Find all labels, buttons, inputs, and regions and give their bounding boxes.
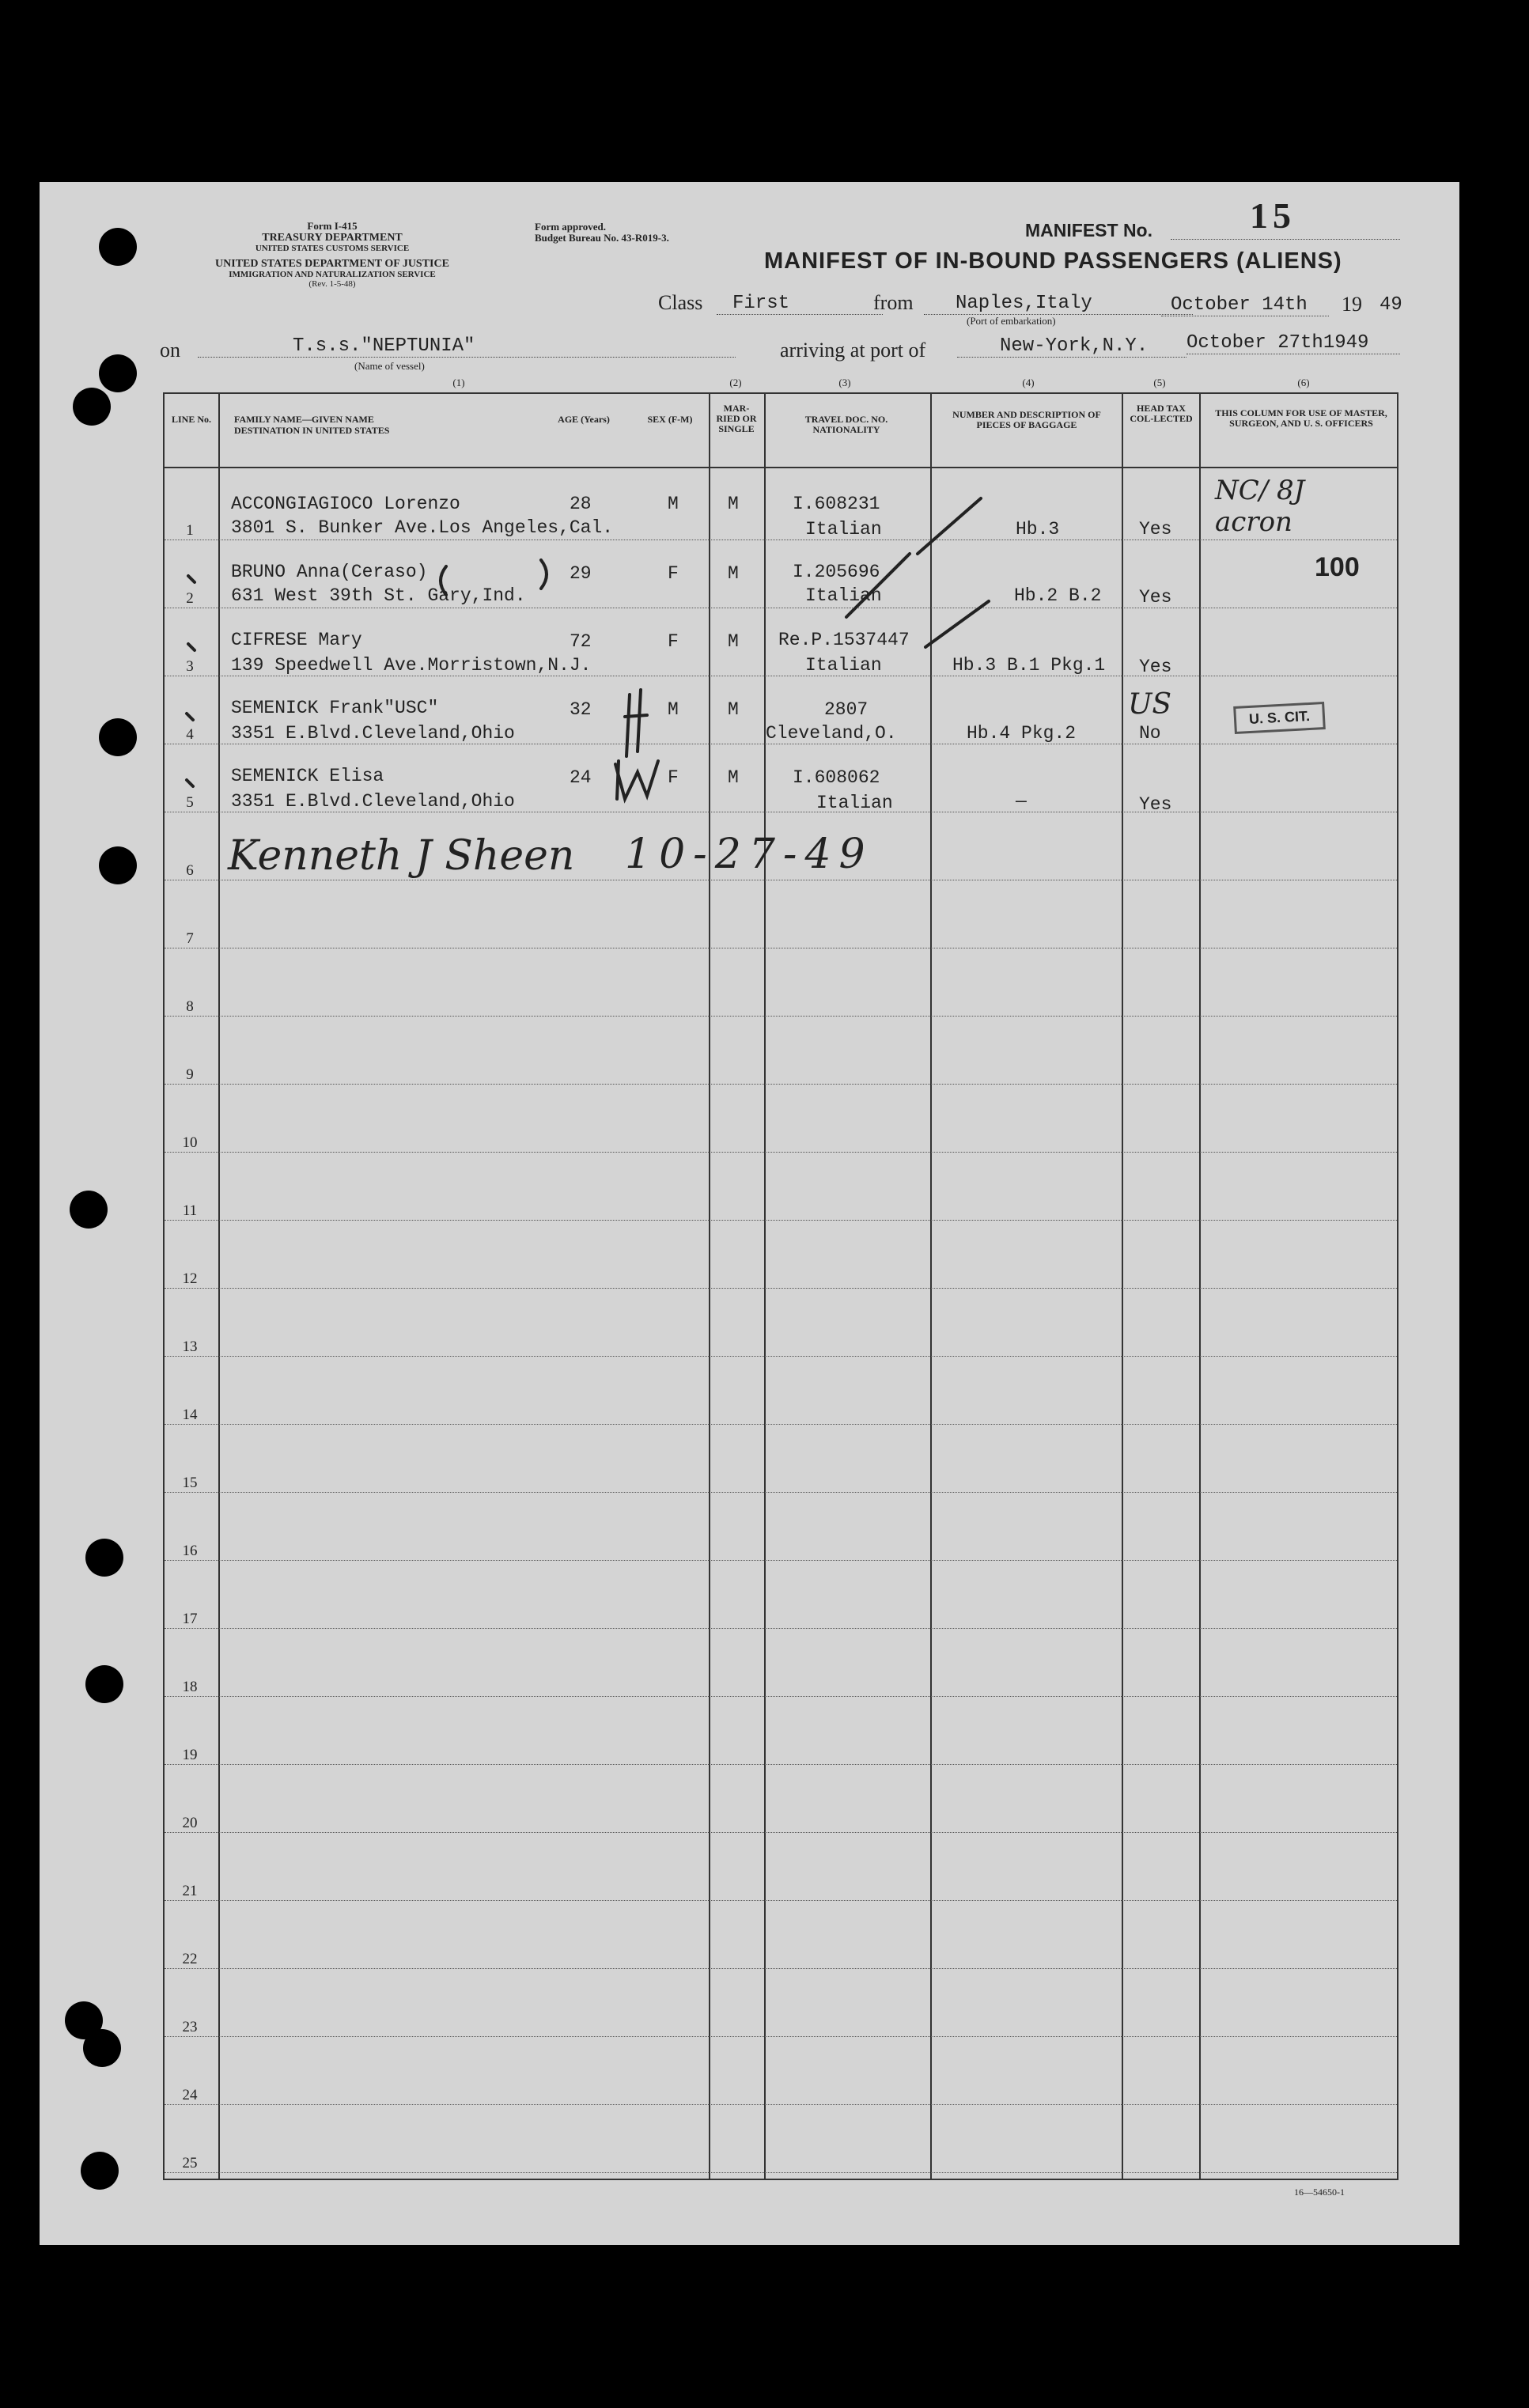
- line-number: 18: [182, 1679, 198, 1695]
- header-baggage: NUMBER AND DESCRIPTION OF PIECES OF BAGGAGE: [952, 409, 1101, 430]
- check-mark: [188, 576, 195, 582]
- column-number-5: (5): [1153, 377, 1166, 388]
- hand-mark: [638, 690, 641, 752]
- officer-signature: Kenneth J Sheen: [228, 832, 575, 880]
- passenger-name: SEMENICK Elisa: [231, 766, 384, 786]
- nationality: Italian: [805, 519, 882, 540]
- check-mark: [187, 780, 193, 786]
- passenger-age: 72: [570, 631, 592, 652]
- passenger-sex: M: [668, 494, 679, 514]
- travel-doc-no: I.608062: [793, 767, 880, 788]
- line-number: 9: [186, 1066, 194, 1083]
- column-number-4: (4): [1022, 377, 1035, 388]
- baggage-slash: [925, 601, 989, 647]
- passenger-age: 28: [570, 494, 592, 514]
- passenger-marital: M: [728, 563, 739, 584]
- treasury-dept: TREASURY DEPARTMENT: [262, 232, 403, 244]
- budget-bureau: Budget Bureau No. 43-R019-3.: [535, 232, 669, 244]
- arrival-date: October 27th1949: [1186, 332, 1400, 354]
- line-number: 5: [186, 794, 194, 811]
- header-name: FAMILY NAME—GIVEN NAME: [234, 414, 374, 425]
- port-embarkation-caption: (Port of embarkation): [967, 315, 1056, 327]
- line-number: 6: [186, 862, 194, 879]
- officer-note: NC/ 8J acron: [1215, 475, 1305, 538]
- passenger-sex: F: [668, 563, 679, 584]
- column-number-3: (3): [838, 377, 851, 388]
- baggage: Hb.4 Pkg.2: [967, 723, 1077, 744]
- header-sex: SEX (F-M): [647, 414, 693, 425]
- class-label: Class: [658, 291, 703, 314]
- us-citizen-stamp: U. S. CIT.: [1233, 702, 1326, 734]
- line-number: 22: [182, 1951, 198, 1967]
- line-number: 16: [182, 1543, 198, 1559]
- line-number: 24: [182, 2087, 198, 2103]
- column-number-1: (1): [452, 377, 465, 388]
- from-value: Naples,Italy: [924, 293, 1193, 315]
- passenger-sex: M: [668, 699, 679, 720]
- arriving-label: arriving at port of: [780, 339, 926, 362]
- justice-dept: UNITED STATES DEPARTMENT OF JUSTICE: [215, 258, 449, 270]
- form-number: Form I-415: [307, 220, 358, 232]
- form-approved: Form approved.: [535, 221, 607, 233]
- vessel-name: T.s.s."NEPTUNIA": [198, 335, 736, 358]
- passenger-destination: 3801 S. Bunker Ave.Los Angeles,Cal.: [231, 517, 614, 538]
- travel-doc-no: 2807: [824, 699, 869, 720]
- nationality: Italian: [805, 585, 882, 606]
- line-number: 12: [182, 1270, 198, 1287]
- line-number: 14: [182, 1407, 198, 1423]
- passenger-sex: F: [668, 631, 679, 652]
- ins-service: IMMIGRATION AND NATURALIZATION SERVICE: [229, 270, 436, 279]
- departure-date: October 14th: [1161, 294, 1329, 316]
- line-number: 19: [182, 1747, 198, 1763]
- check-mark: [188, 644, 195, 650]
- passenger-age: 24: [570, 767, 592, 788]
- passenger-age: 29: [570, 563, 592, 584]
- hand-mark: [615, 761, 658, 799]
- hand-mark: [617, 761, 619, 799]
- passenger-destination: 139 Speedwell Ave.Morristown,N.J.: [231, 655, 592, 676]
- baggage: Hb.3: [1016, 519, 1060, 540]
- header-married: MAR-RIED OR SINGLE: [716, 403, 757, 434]
- officer-note: 100: [1315, 552, 1360, 582]
- line-number: 25: [182, 2155, 198, 2171]
- nationality: Italian: [805, 655, 882, 676]
- travel-doc-no: Re.P.1537447: [778, 630, 910, 650]
- line-number: 3: [186, 658, 194, 675]
- header-destination: DESTINATION IN UNITED STATES: [234, 425, 390, 436]
- header-head-tax: HEAD TAX COL-LECTED: [1130, 403, 1193, 424]
- manifest-number: 15: [1250, 195, 1296, 236]
- on-label: on: [160, 339, 180, 362]
- passenger-marital: M: [728, 631, 739, 652]
- class-value: First: [717, 293, 883, 315]
- parenthesis: [541, 560, 547, 589]
- nationality: Italian: [816, 793, 893, 813]
- line-number: 10: [182, 1134, 198, 1151]
- year-suffix: 49: [1380, 294, 1402, 316]
- baggage: Hb.2 B.2: [1014, 585, 1102, 606]
- head-tax: Yes: [1139, 587, 1172, 608]
- passenger-destination: 3351 E.Blvd.Cleveland,Ohio: [231, 723, 515, 744]
- check-mark: [187, 714, 193, 720]
- customs-service: UNITED STATES CUSTOMS SERVICE: [255, 244, 410, 253]
- passenger-marital: M: [728, 699, 739, 720]
- header-line-no: LINE No.: [171, 414, 211, 425]
- header-travel-doc: TRAVEL DOC. NO. NATIONALITY: [804, 414, 888, 435]
- travel-doc-no: I.205696: [793, 562, 880, 582]
- passenger-destination: 3351 E.Blvd.Cleveland,Ohio: [231, 791, 515, 812]
- passenger-marital: M: [728, 494, 739, 514]
- signature-date: 10-27-49: [625, 831, 873, 878]
- passenger-name: BRUNO Anna(Ceraso): [231, 562, 428, 582]
- from-label: from: [873, 291, 914, 314]
- line-number: 17: [182, 1611, 198, 1627]
- nationality: Cleveland,O.: [766, 723, 897, 744]
- baggage-slash: [846, 554, 910, 617]
- year-prefix: 19: [1342, 293, 1362, 316]
- column-number-2: (2): [729, 377, 742, 388]
- parenthesis: [441, 566, 446, 595]
- column-number-6: (6): [1297, 377, 1310, 388]
- line-number: 2: [186, 590, 194, 607]
- line-number: 1: [186, 522, 194, 539]
- manifest-title: MANIFEST OF IN-BOUND PASSENGERS (ALIENS): [764, 248, 1342, 274]
- hand-mark: [625, 715, 647, 717]
- baggage: —: [1016, 791, 1027, 812]
- baggage: Hb.3 B.1 Pkg.1: [952, 655, 1106, 676]
- line-number: 11: [182, 1202, 198, 1219]
- line-number: 23: [182, 2019, 198, 2035]
- baggage-slash: [918, 498, 981, 554]
- vessel-caption: (Name of vessel): [354, 360, 425, 372]
- line-number: 15: [182, 1475, 198, 1491]
- passenger-age: 32: [570, 699, 592, 720]
- header-officers: THIS COLUMN FOR USE OF MASTER, SURGEON, AND U. S. OFFICERS: [1215, 407, 1387, 429]
- footer-form-code: 16—54650-1: [1294, 2187, 1345, 2198]
- line-number: 20: [182, 1815, 198, 1831]
- arrival-port: New-York,N.Y.: [957, 335, 1186, 358]
- head-tax: No: [1139, 723, 1161, 744]
- head-tax: Yes: [1139, 657, 1172, 677]
- passenger-name: CIFRESE Mary: [231, 630, 362, 650]
- head-tax: Yes: [1139, 794, 1172, 815]
- manifest-no-label: MANIFEST No.: [1025, 220, 1152, 240]
- form-revision: (Rev. 1-5-48): [308, 279, 356, 289]
- head-tax: Yes: [1139, 519, 1172, 540]
- travel-doc-no: I.608231: [793, 494, 880, 514]
- hand-mark: [626, 695, 630, 756]
- line-number: 13: [182, 1338, 198, 1355]
- line-number: 21: [182, 1883, 198, 1899]
- head-tax-note: US: [1128, 688, 1172, 721]
- passenger-name: ACCONGIAGIOCO Lorenzo: [231, 494, 460, 514]
- passenger-marital: M: [728, 767, 739, 788]
- header-age: AGE (Years): [558, 414, 610, 425]
- passenger-name: SEMENICK Frank"USC": [231, 698, 439, 718]
- passenger-destination: 631 West 39th St. Gary,Ind.: [231, 585, 526, 606]
- line-number: 8: [186, 998, 194, 1015]
- line-number: 7: [186, 930, 194, 947]
- passenger-sex: F: [668, 767, 679, 788]
- line-number: 4: [186, 726, 194, 743]
